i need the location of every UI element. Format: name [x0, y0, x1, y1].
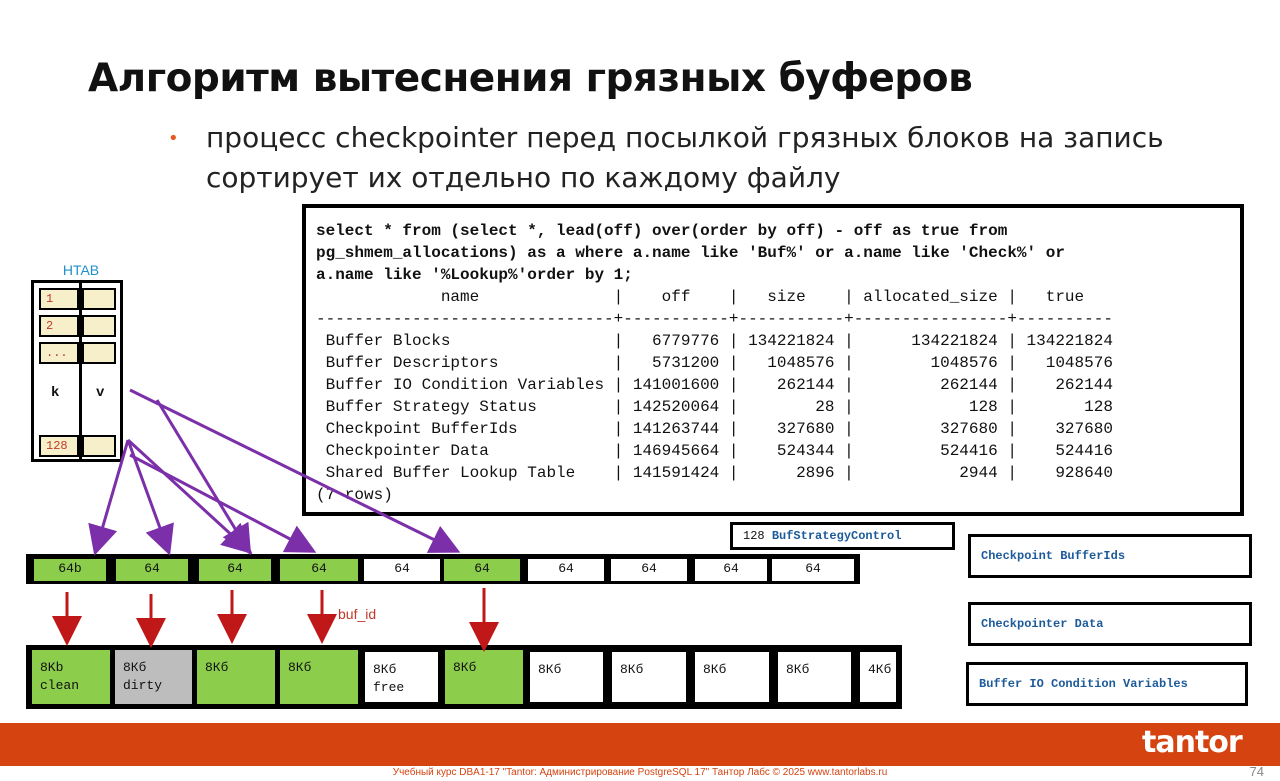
slide-title: Алгоритм вытеснения грязных буферов [88, 56, 973, 101]
buffer-page-cell: 8Кб [693, 650, 771, 704]
result-row: Shared Buffer Lookup Table | 141591424 | 2896 | 2944 | 928640 [316, 464, 1113, 482]
page-number: 74 [1249, 764, 1264, 779]
pointer-arrow [96, 440, 128, 550]
htab-key-1: 1 [39, 288, 79, 310]
pointer-arrow [128, 440, 248, 550]
buffer-page-cell: 8Кб [280, 650, 358, 704]
buffer-page-cell: 8Кб [776, 650, 853, 704]
footer-text: Учебный курс DBA1-17 "Tantor: Администрирование PostgreSQL 17" Тантор Лабс © 2025 www.tantorlabs.ru [392, 767, 888, 778]
descriptor-cell: 64 [364, 559, 440, 581]
result-separator: -------------------------------+-----------+-----------+----------------+---------- [316, 310, 1113, 328]
descriptor-cell: 64 [611, 559, 687, 581]
result-footer: (7 rows) [316, 486, 393, 504]
buffer-page-cell: 8Кб [528, 650, 605, 704]
bullet-marker-icon: • [168, 128, 179, 149]
htab-key-128: 128 [39, 435, 79, 457]
descriptor-cell: 64 [116, 559, 188, 581]
htab-k-label: k [51, 385, 60, 401]
pointer-arrow [130, 390, 455, 550]
checkpoint-bufferids-box: Checkpoint BufferIds [968, 534, 1252, 578]
descriptor-cell: 64 [695, 559, 767, 581]
buf-strategy-size: 128 [743, 529, 772, 543]
buffer-page-cell: 8Kb clean [32, 650, 110, 704]
htab-key-2: 2 [39, 315, 79, 337]
descriptor-cell: 64b [34, 559, 106, 581]
result-row: Buffer Blocks | 6779776 | 134221824 | 134221824 | 134221824 [316, 332, 1113, 350]
descriptor-cell: 64 [528, 559, 604, 581]
buf-id-label: buf_id [330, 601, 398, 627]
sql-query-line: select * from (select *, lead(off) over(order by off) - off as true from [316, 222, 1008, 240]
footer-bar [0, 723, 1280, 766]
result-row: Buffer Strategy Status | 142520064 | 28 | 128 | 128 [316, 398, 1113, 416]
buffer-page-cell: 4Кб [858, 650, 898, 704]
bullet-text: процесс checkpointer перед посылкой грязных блоков на запись сортирует их отдельно по каждому файлу [206, 121, 1164, 194]
htab-key-ellipsis: ... [39, 342, 79, 364]
buf-strategy-name: BufStrategyControl [771, 529, 902, 543]
buffer-page-cell: 8Кб dirty [115, 650, 192, 704]
htab-v-label: v [96, 385, 105, 401]
tantor-logo: tantor [1142, 725, 1242, 760]
sql-query-line: a.name like '%Lookup%'order by 1; [316, 266, 633, 284]
htab-label: HTAB [38, 258, 124, 280]
buffer-page-cell: 8Кб free [363, 650, 440, 704]
result-row: Buffer Descriptors | 5731200 | 1048576 | 1048576 | 1048576 [316, 354, 1113, 372]
descriptor-cell: 64 [280, 559, 358, 581]
result-row: Checkpointer Data | 146945664 | 524344 | 524416 | 524416 [316, 442, 1113, 460]
buffer-page-cell: 8Кб [610, 650, 688, 704]
result-row: Buffer IO Condition Variables | 141001600 | 262144 | 262144 | 262144 [316, 376, 1113, 394]
result-row: Checkpoint BufferIds | 141263744 | 327680 | 327680 | 327680 [316, 420, 1113, 438]
checkpointer-data-box: Checkpointer Data [968, 602, 1252, 646]
buffer-page-cell: 8Кб [197, 650, 275, 704]
descriptor-cell: 64 [772, 559, 854, 581]
result-header: name | off | size | allocated_size | true [316, 288, 1085, 306]
buffer-page-cell: 8Кб [445, 650, 523, 704]
sql-query-line: pg_shmem_allocations) as a where a.name like 'Buf%' or a.name like 'Check%' or [316, 244, 1065, 262]
descriptor-cell: 64 [444, 559, 520, 581]
descriptor-cell: 64 [199, 559, 271, 581]
buffer-io-condition-variables-box: Buffer IO Condition Variables [966, 662, 1248, 706]
